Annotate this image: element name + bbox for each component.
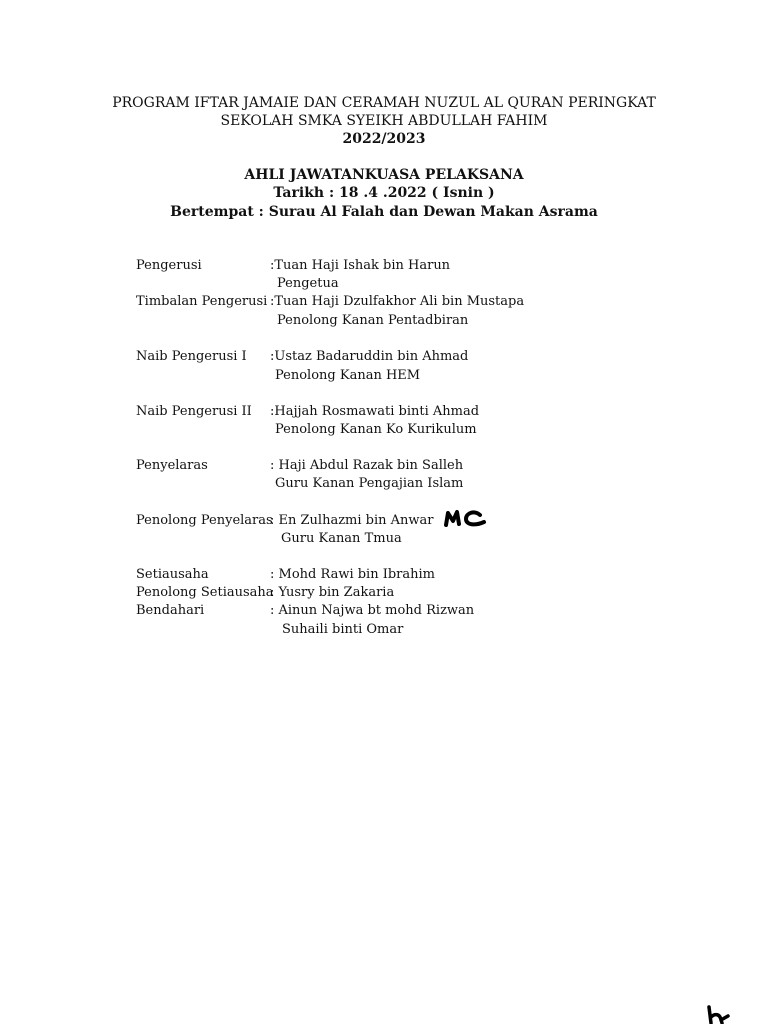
member-name: : Haji Abdul Razak bin Salleh <box>270 458 464 473</box>
member-name: :Ustaz Badaruddin bin Ahmad <box>270 349 469 364</box>
event-date: Tarikh : 18 .4 .2022 ( Isnin ) <box>273 185 495 201</box>
ink-scribble-mark <box>704 1004 732 1024</box>
handwritten-mc-mark <box>442 506 488 530</box>
member-position: Pengetua <box>277 276 339 291</box>
member-position: Penolong Kanan Pentadbiran <box>277 313 469 328</box>
member-name: :Tuan Haji Ishak bin Harun <box>270 258 451 273</box>
member-name-secondary: Suhaili binti Omar <box>282 622 404 637</box>
member-name: : Mohd Rawi bin Ibrahim <box>270 567 435 582</box>
member-position: Guru Kanan Tmua <box>281 531 402 546</box>
event-venue: Bertempat : Surau Al Falah dan Dewan Makan Asrama <box>170 204 598 220</box>
member-name: :Hajjah Rosmawati binti Ahmad <box>270 404 480 419</box>
member-position: Penolong Kanan HEM <box>275 368 421 383</box>
member-name: : En Zulhazmi bin Anwar <box>270 513 434 528</box>
role-label: Naib Pengerusi I <box>136 349 247 364</box>
committee-title: AHLI JAWATANKUASA PELAKSANA <box>244 167 524 183</box>
role-label: Timbalan Pengerusi <box>136 294 268 309</box>
role-label: Penolong Penyelaras <box>136 513 273 528</box>
member-name: : Ainun Najwa bt mohd Rizwan <box>270 603 475 618</box>
member-name: : Yusry bin Zakaria <box>270 585 395 600</box>
member-position: Guru Kanan Pengajian Islam <box>275 476 464 491</box>
role-label: Naib Pengerusi II <box>136 404 252 419</box>
member-name: :Tuan Haji Dzulfakhor Ali bin Mustapa <box>270 294 525 309</box>
program-title-line-1: PROGRAM IFTAR JAMAIE DAN CERAMAH NUZUL AL QURAN PERINGKAT <box>112 95 656 111</box>
academic-year: 2022/2023 <box>342 131 426 147</box>
program-title-line-2: SEKOLAH SMKA SYEIKH ABDULLAH FAHIM <box>220 113 548 129</box>
role-label: Bendahari <box>136 603 205 618</box>
role-label: Penyelaras <box>136 458 208 473</box>
role-label: Setiausaha <box>136 567 209 582</box>
role-label: Penolong Setiausaha <box>136 585 274 600</box>
role-label: Pengerusi <box>136 258 202 273</box>
member-position: Penolong Kanan Ko Kurikulum <box>275 422 477 437</box>
